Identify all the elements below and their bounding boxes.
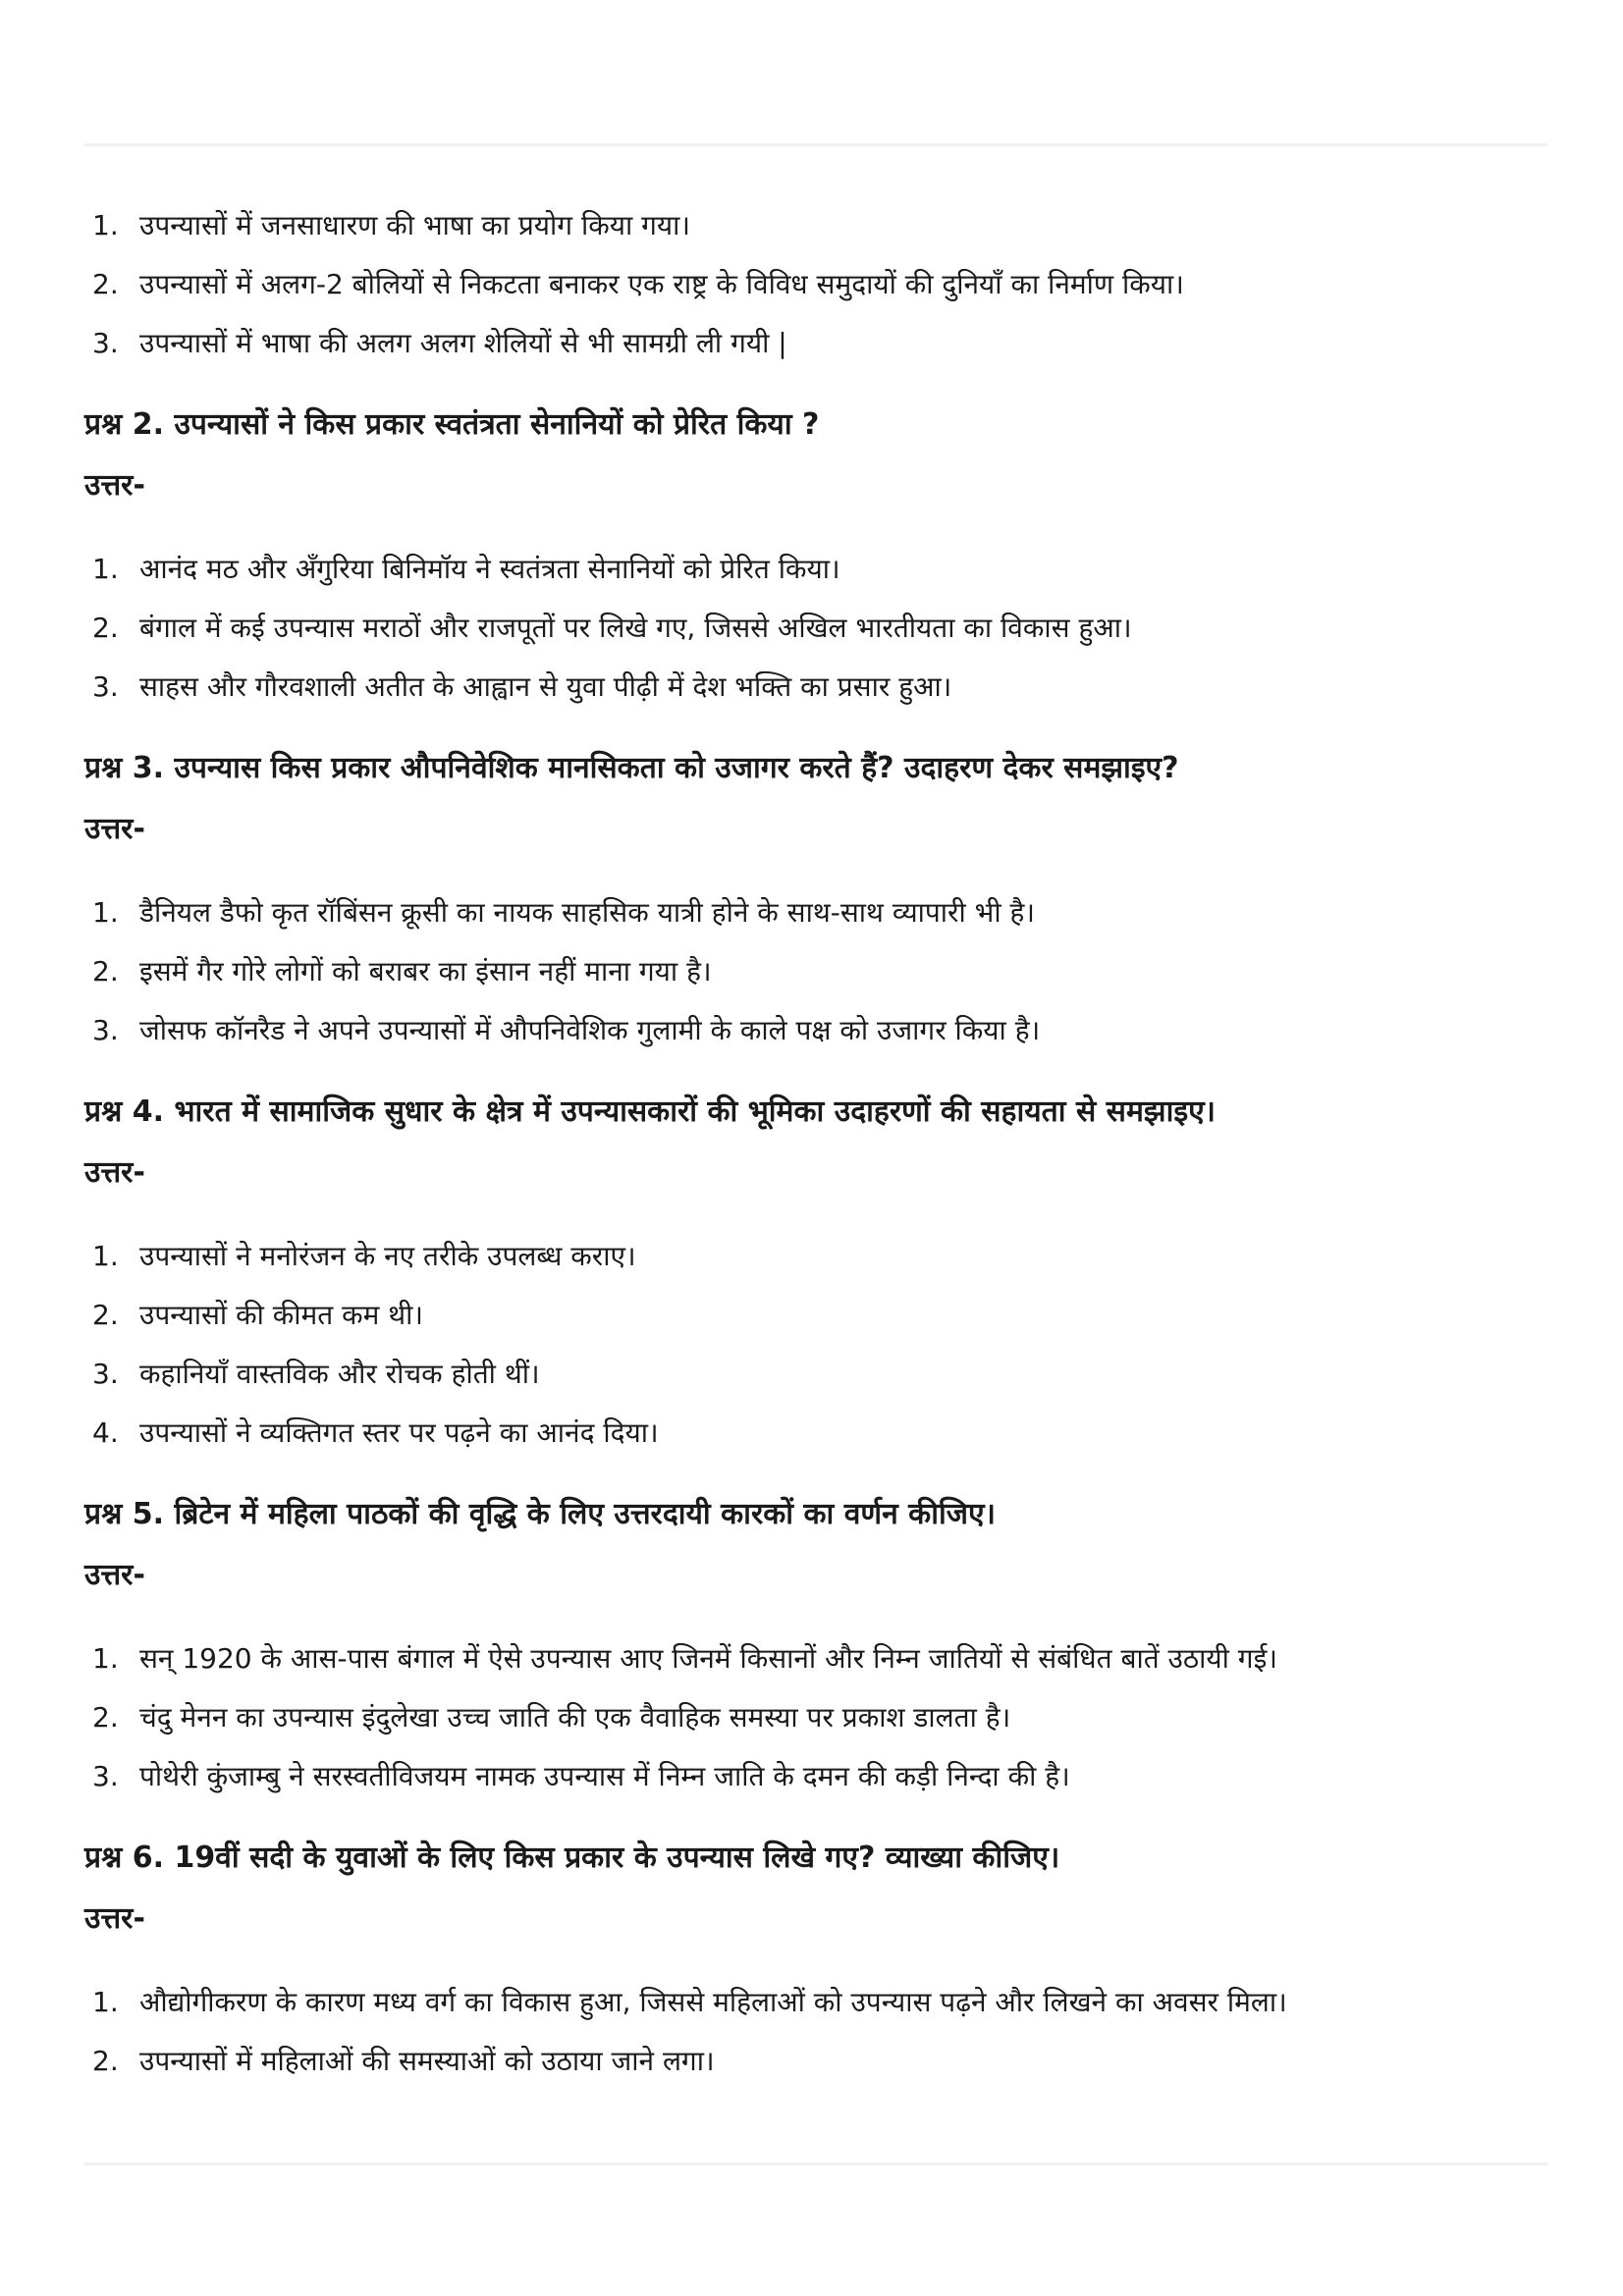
question-block (84, 1484, 1547, 1806)
answer-label: उत्तर- (84, 1558, 145, 1592)
list-item-text: उपन्यासों में महिलाओं की समस्याओं को उठाया जाने लगा। (139, 2045, 715, 2077)
list-item-text: जोसफ कॉनरैड ने अपने उपन्यासों में औपनिवेशिक गुलामी के काले पक्ष को उजागर किया है। (139, 1014, 1041, 1046)
list-item-text: कहानियाँ वास्तविक और रोचक होती थीं। (139, 1358, 540, 1390)
answer-list (84, 1227, 1547, 1463)
list-item-number: 1. (92, 553, 119, 585)
list-item (84, 1345, 1547, 1404)
list-item-number: 1. (92, 1240, 119, 1272)
list-item-text: उपन्यासों ने मनोरंजन के नए तरीके उपलब्ध कराए। (139, 1240, 636, 1272)
list-item (84, 1404, 1547, 1463)
list-item (84, 1227, 1547, 1286)
list-item-number: 1. (92, 896, 119, 929)
answer-list (84, 540, 1547, 717)
list-item (84, 255, 1547, 314)
list-item-text: पोथेरी कुंजाम्बु ने सरस्वतीविजयम नामक उपन्यास में निम्न जाति के दमन की कड़ी निन्दा की है। (139, 1760, 1070, 1792)
question-block (84, 1082, 1547, 1463)
list-item-number: 3. (92, 327, 119, 359)
list-item (84, 196, 1547, 255)
question-heading: प्रश्न 6. 19वीं सदी के युवाओं के लिए किस प्रकार के उपन्यास लिखे गए? व्याख्या कीजिए। (84, 1841, 1060, 1875)
list-item-text: चंदु मेनन का उपन्यास इंदुलेखा उच्च जाति की एक वैवाहिक समस्या पर प्रकाश डालता है। (139, 1701, 1011, 1734)
list-item-text: उपन्यासों में भाषा की अलग अलग शेलियों से भी सामग्री ली गयी | (139, 327, 787, 359)
list-item-number: 2. (92, 268, 119, 300)
list-item-text: उपन्यासों ने व्यक्तिगत स्तर पर पढ़ने का आनंद दिया। (139, 1416, 659, 1449)
list-item-text: उपन्यासों की कीमत कम थी। (139, 1299, 424, 1331)
list-item-text: साहस और गौरवशाली अतीत के आह्वान से युवा पीढ़ी में देश भक्ति का प्रसार हुआ। (139, 670, 952, 703)
list-item-number: 3. (92, 670, 119, 703)
list-item (84, 1747, 1547, 1806)
list-item-number: 2. (92, 2045, 119, 2077)
question-block (84, 395, 1547, 717)
list-item (84, 1973, 1547, 2032)
list-item-number: 1. (92, 209, 119, 241)
list-item (84, 1001, 1547, 1060)
list-item-number: 3. (92, 1014, 119, 1046)
list-item-number: 2. (92, 1299, 119, 1331)
list-item (84, 1629, 1547, 1688)
question-block (84, 1828, 1547, 2091)
list-item-number: 2. (92, 612, 119, 644)
top-divider (84, 143, 1547, 146)
question-heading: प्रश्न 4. भारत में सामाजिक सुधार के क्षेत्र में उपन्यासकारों की भूमिका उदाहरणों की सहायता से समझाइए। (84, 1095, 1217, 1129)
list-item-text: औद्योगीकरण के कारण मध्य वर्ग का विकास हुआ, जिससे महिलाओं को उपन्यास पढ़ने और लिखने का अवसर मिला। (139, 1986, 1287, 2018)
list-item (84, 942, 1547, 1001)
list-item (84, 314, 1547, 373)
answer-label: उत्तर- (84, 812, 145, 846)
question-block (84, 738, 1547, 1060)
list-item-number: 2. (92, 1701, 119, 1734)
list-item (84, 1286, 1547, 1345)
answer-label: उत्तर- (84, 1155, 145, 1190)
list-item-text: सन् 1920 के आस-पास बंगाल में ऐसे उपन्यास आए जिनमें किसानों और निम्न जातियों से संबंधित बातें उठायी गई। (139, 1642, 1277, 1675)
question-answer-section (84, 395, 1547, 2091)
list-item (84, 1688, 1547, 1747)
list-item (84, 2032, 1547, 2091)
question-heading: प्रश्न 5. ब्रिटेन में महिला पाठकों की वृद्धि के लिए उत्तरदायी कारकों का वर्णन कीजिए। (84, 1497, 996, 1531)
answer-list (84, 883, 1547, 1060)
list-item-number: 4. (92, 1416, 119, 1449)
list-item-text: बंगाल में कई उपन्यास मराठों और राजपूतों पर लिखे गए, जिससे अखिल भारतीयता का विकास हुआ। (139, 612, 1132, 644)
answer-list (84, 1973, 1547, 2091)
list-item-text: उपन्यासों में जनसाधारण की भाषा का प्रयोग किया गया। (139, 209, 690, 241)
list-item-text: उपन्यासों में अलग-2 बोलियों से निकटता बनाकर एक राष्ट्र के विविध समुदायों की दुनियाँ का निर्माण किया। (139, 268, 1184, 300)
list-item-text: आनंद मठ और अँगुरिया बिनिमॉय ने स्वतंत्रता सेनानियों को प्रेरित किया। (139, 553, 840, 585)
list-item (84, 599, 1547, 658)
question-heading: प्रश्न 2. उपन्यासों ने किस प्रकार स्वतंत्रता सेनानियों को प्रेरित किया ? (84, 407, 820, 442)
list-item-text: डैनियल डैफो कृत रॉबिंसन क्रूसी का नायक साहसिक यात्री होने के साथ-साथ व्यापारी भी है। (139, 896, 1035, 929)
answer-label: उत्तर- (84, 1901, 145, 1936)
list-item (84, 658, 1547, 717)
list-item-number: 1. (92, 1986, 119, 2018)
list-item (84, 540, 1547, 599)
intro-answer-list (84, 196, 1547, 373)
document-body (84, 196, 1547, 2091)
list-item-number: 3. (92, 1760, 119, 1792)
bottom-divider (84, 2163, 1547, 2165)
list-item (84, 883, 1547, 942)
question-heading: प्रश्न 3. उपन्यास किस प्रकार औपनिवेशिक मानसिकता को उजागर करते हैं? उदाहरण देकर समझाइए? (84, 751, 1179, 785)
answer-label: उत्तर- (84, 468, 145, 503)
list-item-number: 2. (92, 955, 119, 988)
answer-list (84, 1629, 1547, 1806)
list-item-text: इसमें गैर गोरे लोगों को बराबर का इंसान नहीं माना गया है। (139, 955, 712, 988)
list-item-number: 1. (92, 1642, 119, 1675)
list-item-number: 3. (92, 1358, 119, 1390)
